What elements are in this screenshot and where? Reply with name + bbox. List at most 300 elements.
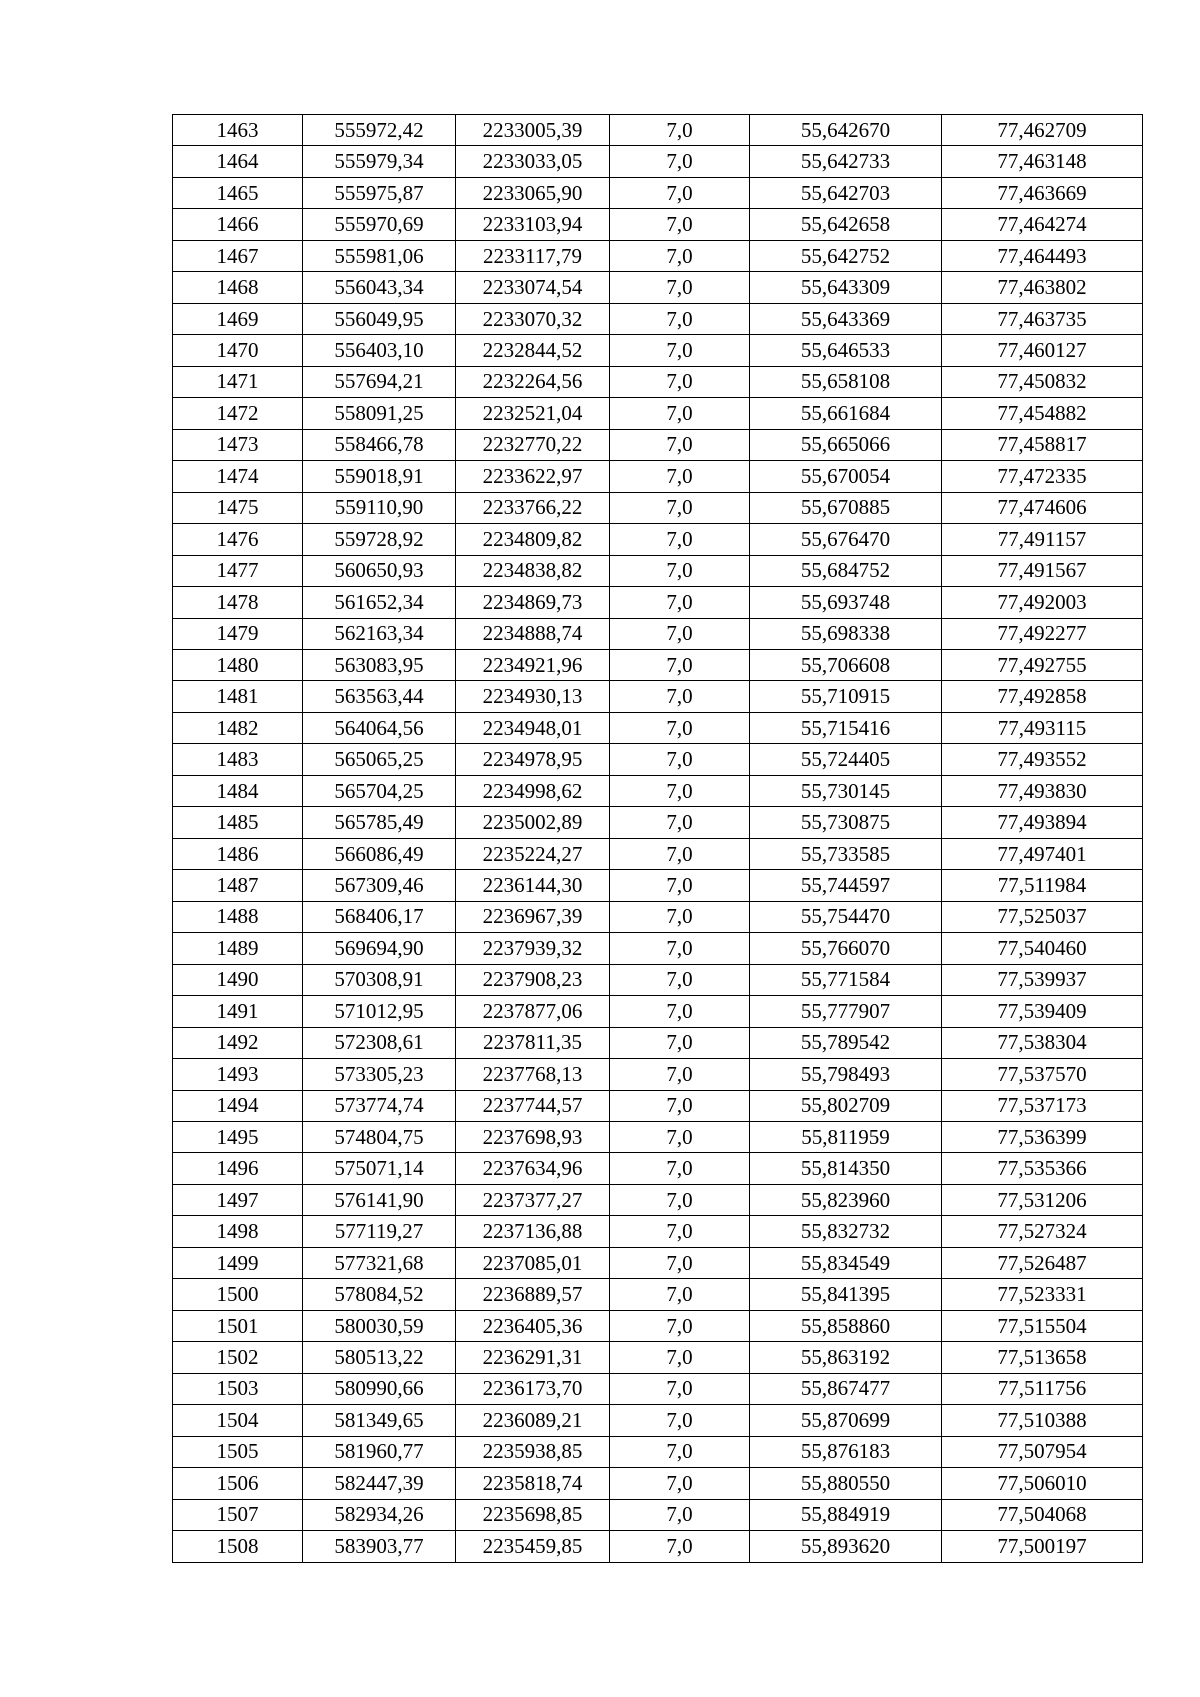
point-number-cell: 1469 bbox=[173, 303, 303, 334]
table-row bbox=[173, 1090, 1143, 1121]
longitude-cell: 77,526487 bbox=[942, 1247, 1143, 1278]
point-number-cell: 1492 bbox=[173, 1027, 303, 1058]
x-coordinate-cell: 561652,34 bbox=[303, 587, 456, 618]
point-number-cell: 1507 bbox=[173, 1499, 303, 1530]
value-cell: 7,0 bbox=[610, 838, 750, 869]
x-coordinate-cell: 573305,23 bbox=[303, 1059, 456, 1090]
point-number-cell: 1465 bbox=[173, 177, 303, 208]
table-row bbox=[173, 649, 1143, 680]
table-row bbox=[173, 1531, 1143, 1562]
value-cell: 7,0 bbox=[610, 744, 750, 775]
table-row bbox=[173, 272, 1143, 303]
table-row bbox=[173, 555, 1143, 586]
y-coordinate-cell: 2237377,27 bbox=[456, 1184, 610, 1215]
x-coordinate-cell: 559110,90 bbox=[303, 492, 456, 523]
x-coordinate-cell: 566086,49 bbox=[303, 838, 456, 869]
latitude-cell: 55,823960 bbox=[750, 1184, 942, 1215]
value-cell: 7,0 bbox=[610, 587, 750, 618]
table-row bbox=[173, 838, 1143, 869]
longitude-cell: 77,515504 bbox=[942, 1310, 1143, 1341]
x-coordinate-cell: 580990,66 bbox=[303, 1373, 456, 1404]
point-number-cell: 1464 bbox=[173, 146, 303, 177]
x-coordinate-cell: 581960,77 bbox=[303, 1436, 456, 1467]
longitude-cell: 77,493552 bbox=[942, 744, 1143, 775]
x-coordinate-cell: 565785,49 bbox=[303, 807, 456, 838]
x-coordinate-cell: 572308,61 bbox=[303, 1027, 456, 1058]
longitude-cell: 77,492003 bbox=[942, 587, 1143, 618]
x-coordinate-cell: 570308,91 bbox=[303, 964, 456, 995]
latitude-cell: 55,661684 bbox=[750, 398, 942, 429]
x-coordinate-cell: 559728,92 bbox=[303, 524, 456, 555]
y-coordinate-cell: 2236173,70 bbox=[456, 1373, 610, 1404]
x-coordinate-cell: 580030,59 bbox=[303, 1310, 456, 1341]
point-number-cell: 1486 bbox=[173, 838, 303, 869]
x-coordinate-cell: 576141,90 bbox=[303, 1184, 456, 1215]
value-cell: 7,0 bbox=[610, 115, 750, 146]
longitude-cell: 77,511756 bbox=[942, 1373, 1143, 1404]
y-coordinate-cell: 2236089,21 bbox=[456, 1405, 610, 1436]
latitude-cell: 55,832732 bbox=[750, 1216, 942, 1247]
longitude-cell: 77,538304 bbox=[942, 1027, 1143, 1058]
y-coordinate-cell: 2237634,96 bbox=[456, 1153, 610, 1184]
longitude-cell: 77,497401 bbox=[942, 838, 1143, 869]
longitude-cell: 77,463802 bbox=[942, 272, 1143, 303]
longitude-cell: 77,506010 bbox=[942, 1468, 1143, 1499]
table-row bbox=[173, 1468, 1143, 1499]
value-cell: 7,0 bbox=[610, 303, 750, 334]
y-coordinate-cell: 2233033,05 bbox=[456, 146, 610, 177]
y-coordinate-cell: 2234869,73 bbox=[456, 587, 610, 618]
value-cell: 7,0 bbox=[610, 681, 750, 712]
x-coordinate-cell: 582934,26 bbox=[303, 1499, 456, 1530]
x-coordinate-cell: 556049,95 bbox=[303, 303, 456, 334]
longitude-cell: 77,539937 bbox=[942, 964, 1143, 995]
x-coordinate-cell: 582447,39 bbox=[303, 1468, 456, 1499]
value-cell: 7,0 bbox=[610, 1216, 750, 1247]
latitude-cell: 55,766070 bbox=[750, 933, 942, 964]
point-number-cell: 1505 bbox=[173, 1436, 303, 1467]
value-cell: 7,0 bbox=[610, 1247, 750, 1278]
point-number-cell: 1476 bbox=[173, 524, 303, 555]
x-coordinate-cell: 581349,65 bbox=[303, 1405, 456, 1436]
longitude-cell: 77,531206 bbox=[942, 1184, 1143, 1215]
point-number-cell: 1478 bbox=[173, 587, 303, 618]
value-cell: 7,0 bbox=[610, 1373, 750, 1404]
point-number-cell: 1483 bbox=[173, 744, 303, 775]
longitude-cell: 77,463669 bbox=[942, 177, 1143, 208]
longitude-cell: 77,464493 bbox=[942, 240, 1143, 271]
value-cell: 7,0 bbox=[610, 1468, 750, 1499]
table-row bbox=[173, 209, 1143, 240]
latitude-cell: 55,754470 bbox=[750, 901, 942, 932]
point-number-cell: 1472 bbox=[173, 398, 303, 429]
y-coordinate-cell: 2237908,23 bbox=[456, 964, 610, 995]
value-cell: 7,0 bbox=[610, 1531, 750, 1562]
longitude-cell: 77,523331 bbox=[942, 1279, 1143, 1310]
latitude-cell: 55,642703 bbox=[750, 177, 942, 208]
longitude-cell: 77,536399 bbox=[942, 1122, 1143, 1153]
x-coordinate-cell: 573774,74 bbox=[303, 1090, 456, 1121]
value-cell: 7,0 bbox=[610, 807, 750, 838]
value-cell: 7,0 bbox=[610, 524, 750, 555]
y-coordinate-cell: 2232844,52 bbox=[456, 335, 610, 366]
value-cell: 7,0 bbox=[610, 901, 750, 932]
point-number-cell: 1473 bbox=[173, 429, 303, 460]
latitude-cell: 55,730875 bbox=[750, 807, 942, 838]
latitude-cell: 55,706608 bbox=[750, 649, 942, 680]
longitude-cell: 77,474606 bbox=[942, 492, 1143, 523]
value-cell: 7,0 bbox=[610, 1279, 750, 1310]
point-number-cell: 1494 bbox=[173, 1090, 303, 1121]
longitude-cell: 77,540460 bbox=[942, 933, 1143, 964]
longitude-cell: 77,492755 bbox=[942, 649, 1143, 680]
latitude-cell: 55,867477 bbox=[750, 1373, 942, 1404]
y-coordinate-cell: 2233070,32 bbox=[456, 303, 610, 334]
latitude-cell: 55,646533 bbox=[750, 335, 942, 366]
point-number-cell: 1485 bbox=[173, 807, 303, 838]
latitude-cell: 55,698338 bbox=[750, 618, 942, 649]
point-number-cell: 1499 bbox=[173, 1247, 303, 1278]
longitude-cell: 77,492277 bbox=[942, 618, 1143, 649]
latitude-cell: 55,715416 bbox=[750, 712, 942, 743]
x-coordinate-cell: 555981,06 bbox=[303, 240, 456, 271]
point-number-cell: 1470 bbox=[173, 335, 303, 366]
value-cell: 7,0 bbox=[610, 146, 750, 177]
y-coordinate-cell: 2236967,39 bbox=[456, 901, 610, 932]
y-coordinate-cell: 2233766,22 bbox=[456, 492, 610, 523]
latitude-cell: 55,744597 bbox=[750, 870, 942, 901]
longitude-cell: 77,491567 bbox=[942, 555, 1143, 586]
latitude-cell: 55,777907 bbox=[750, 996, 942, 1027]
table-row bbox=[173, 366, 1143, 397]
latitude-cell: 55,884919 bbox=[750, 1499, 942, 1530]
coordinates-table-body bbox=[173, 115, 1143, 1563]
x-coordinate-cell: 577119,27 bbox=[303, 1216, 456, 1247]
value-cell: 7,0 bbox=[610, 1090, 750, 1121]
value-cell: 7,0 bbox=[610, 618, 750, 649]
table-row bbox=[173, 1499, 1143, 1530]
longitude-cell: 77,493830 bbox=[942, 775, 1143, 806]
point-number-cell: 1468 bbox=[173, 272, 303, 303]
y-coordinate-cell: 2233005,39 bbox=[456, 115, 610, 146]
table-row bbox=[173, 303, 1143, 334]
y-coordinate-cell: 2236144,30 bbox=[456, 870, 610, 901]
longitude-cell: 77,535366 bbox=[942, 1153, 1143, 1184]
y-coordinate-cell: 2234998,62 bbox=[456, 775, 610, 806]
latitude-cell: 55,858860 bbox=[750, 1310, 942, 1341]
table-row bbox=[173, 146, 1143, 177]
table-row bbox=[173, 240, 1143, 271]
y-coordinate-cell: 2237811,35 bbox=[456, 1027, 610, 1058]
table-row bbox=[173, 1027, 1143, 1058]
value-cell: 7,0 bbox=[610, 240, 750, 271]
y-coordinate-cell: 2234978,95 bbox=[456, 744, 610, 775]
x-coordinate-cell: 555975,87 bbox=[303, 177, 456, 208]
x-coordinate-cell: 578084,52 bbox=[303, 1279, 456, 1310]
point-number-cell: 1475 bbox=[173, 492, 303, 523]
latitude-cell: 55,684752 bbox=[750, 555, 942, 586]
y-coordinate-cell: 2235224,27 bbox=[456, 838, 610, 869]
table-row bbox=[173, 712, 1143, 743]
longitude-cell: 77,491157 bbox=[942, 524, 1143, 555]
point-number-cell: 1502 bbox=[173, 1342, 303, 1373]
latitude-cell: 55,670054 bbox=[750, 461, 942, 492]
value-cell: 7,0 bbox=[610, 1342, 750, 1373]
longitude-cell: 77,492858 bbox=[942, 681, 1143, 712]
latitude-cell: 55,676470 bbox=[750, 524, 942, 555]
longitude-cell: 77,500197 bbox=[942, 1531, 1143, 1562]
longitude-cell: 77,493115 bbox=[942, 712, 1143, 743]
latitude-cell: 55,811959 bbox=[750, 1122, 942, 1153]
value-cell: 7,0 bbox=[610, 775, 750, 806]
y-coordinate-cell: 2237698,93 bbox=[456, 1122, 610, 1153]
latitude-cell: 55,642733 bbox=[750, 146, 942, 177]
table-row bbox=[173, 115, 1143, 146]
point-number-cell: 1466 bbox=[173, 209, 303, 240]
latitude-cell: 55,876183 bbox=[750, 1436, 942, 1467]
y-coordinate-cell: 2235818,74 bbox=[456, 1468, 610, 1499]
longitude-cell: 77,462709 bbox=[942, 115, 1143, 146]
longitude-cell: 77,460127 bbox=[942, 335, 1143, 366]
x-coordinate-cell: 580513,22 bbox=[303, 1342, 456, 1373]
value-cell: 7,0 bbox=[610, 1122, 750, 1153]
latitude-cell: 55,658108 bbox=[750, 366, 942, 397]
point-number-cell: 1488 bbox=[173, 901, 303, 932]
value-cell: 7,0 bbox=[610, 1436, 750, 1467]
y-coordinate-cell: 2237939,32 bbox=[456, 933, 610, 964]
y-coordinate-cell: 2235002,89 bbox=[456, 807, 610, 838]
y-coordinate-cell: 2234809,82 bbox=[456, 524, 610, 555]
value-cell: 7,0 bbox=[610, 1499, 750, 1530]
table-row bbox=[173, 618, 1143, 649]
y-coordinate-cell: 2235459,85 bbox=[456, 1531, 610, 1562]
x-coordinate-cell: 555972,42 bbox=[303, 115, 456, 146]
longitude-cell: 77,537570 bbox=[942, 1059, 1143, 1090]
latitude-cell: 55,789542 bbox=[750, 1027, 942, 1058]
y-coordinate-cell: 2237877,06 bbox=[456, 996, 610, 1027]
value-cell: 7,0 bbox=[610, 870, 750, 901]
y-coordinate-cell: 2233074,54 bbox=[456, 272, 610, 303]
longitude-cell: 77,493894 bbox=[942, 807, 1143, 838]
table-row bbox=[173, 335, 1143, 366]
y-coordinate-cell: 2236291,31 bbox=[456, 1342, 610, 1373]
latitude-cell: 55,733585 bbox=[750, 838, 942, 869]
y-coordinate-cell: 2233622,97 bbox=[456, 461, 610, 492]
longitude-cell: 77,504068 bbox=[942, 1499, 1143, 1530]
longitude-cell: 77,537173 bbox=[942, 1090, 1143, 1121]
longitude-cell: 77,463148 bbox=[942, 146, 1143, 177]
point-number-cell: 1489 bbox=[173, 933, 303, 964]
x-coordinate-cell: 583903,77 bbox=[303, 1531, 456, 1562]
x-coordinate-cell: 555970,69 bbox=[303, 209, 456, 240]
latitude-cell: 55,693748 bbox=[750, 587, 942, 618]
latitude-cell: 55,798493 bbox=[750, 1059, 942, 1090]
point-number-cell: 1500 bbox=[173, 1279, 303, 1310]
value-cell: 7,0 bbox=[610, 1027, 750, 1058]
x-coordinate-cell: 558466,78 bbox=[303, 429, 456, 460]
point-number-cell: 1498 bbox=[173, 1216, 303, 1247]
longitude-cell: 77,450832 bbox=[942, 366, 1143, 397]
y-coordinate-cell: 2234921,96 bbox=[456, 649, 610, 680]
latitude-cell: 55,642658 bbox=[750, 209, 942, 240]
latitude-cell: 55,643369 bbox=[750, 303, 942, 334]
table-row bbox=[173, 429, 1143, 460]
y-coordinate-cell: 2234930,13 bbox=[456, 681, 610, 712]
value-cell: 7,0 bbox=[610, 398, 750, 429]
longitude-cell: 77,507954 bbox=[942, 1436, 1143, 1467]
latitude-cell: 55,724405 bbox=[750, 744, 942, 775]
value-cell: 7,0 bbox=[610, 335, 750, 366]
latitude-cell: 55,814350 bbox=[750, 1153, 942, 1184]
point-number-cell: 1481 bbox=[173, 681, 303, 712]
latitude-cell: 55,643309 bbox=[750, 272, 942, 303]
value-cell: 7,0 bbox=[610, 964, 750, 995]
value-cell: 7,0 bbox=[610, 712, 750, 743]
longitude-cell: 77,454882 bbox=[942, 398, 1143, 429]
latitude-cell: 55,893620 bbox=[750, 1531, 942, 1562]
y-coordinate-cell: 2233117,79 bbox=[456, 240, 610, 271]
x-coordinate-cell: 563083,95 bbox=[303, 649, 456, 680]
y-coordinate-cell: 2237744,57 bbox=[456, 1090, 610, 1121]
x-coordinate-cell: 555979,34 bbox=[303, 146, 456, 177]
x-coordinate-cell: 565704,25 bbox=[303, 775, 456, 806]
point-number-cell: 1503 bbox=[173, 1373, 303, 1404]
x-coordinate-cell: 560650,93 bbox=[303, 555, 456, 586]
point-number-cell: 1480 bbox=[173, 649, 303, 680]
point-number-cell: 1491 bbox=[173, 996, 303, 1027]
latitude-cell: 55,834549 bbox=[750, 1247, 942, 1278]
table-row bbox=[173, 933, 1143, 964]
latitude-cell: 55,670885 bbox=[750, 492, 942, 523]
point-number-cell: 1495 bbox=[173, 1122, 303, 1153]
table-row bbox=[173, 807, 1143, 838]
longitude-cell: 77,511984 bbox=[942, 870, 1143, 901]
latitude-cell: 55,870699 bbox=[750, 1405, 942, 1436]
table-row bbox=[173, 1405, 1143, 1436]
x-coordinate-cell: 558091,25 bbox=[303, 398, 456, 429]
x-coordinate-cell: 562163,34 bbox=[303, 618, 456, 649]
value-cell: 7,0 bbox=[610, 933, 750, 964]
longitude-cell: 77,458817 bbox=[942, 429, 1143, 460]
y-coordinate-cell: 2237136,88 bbox=[456, 1216, 610, 1247]
point-number-cell: 1504 bbox=[173, 1405, 303, 1436]
x-coordinate-cell: 556043,34 bbox=[303, 272, 456, 303]
value-cell: 7,0 bbox=[610, 492, 750, 523]
point-number-cell: 1493 bbox=[173, 1059, 303, 1090]
x-coordinate-cell: 564064,56 bbox=[303, 712, 456, 743]
point-number-cell: 1506 bbox=[173, 1468, 303, 1499]
value-cell: 7,0 bbox=[610, 1059, 750, 1090]
latitude-cell: 55,802709 bbox=[750, 1090, 942, 1121]
longitude-cell: 77,527324 bbox=[942, 1216, 1143, 1247]
latitude-cell: 55,771584 bbox=[750, 964, 942, 995]
latitude-cell: 55,642670 bbox=[750, 115, 942, 146]
value-cell: 7,0 bbox=[610, 649, 750, 680]
table-row bbox=[173, 996, 1143, 1027]
point-number-cell: 1463 bbox=[173, 115, 303, 146]
table-row bbox=[173, 1184, 1143, 1215]
table-row bbox=[173, 177, 1143, 208]
y-coordinate-cell: 2237085,01 bbox=[456, 1247, 610, 1278]
x-coordinate-cell: 567309,46 bbox=[303, 870, 456, 901]
longitude-cell: 77,525037 bbox=[942, 901, 1143, 932]
table-row bbox=[173, 870, 1143, 901]
value-cell: 7,0 bbox=[610, 1184, 750, 1215]
value-cell: 7,0 bbox=[610, 461, 750, 492]
latitude-cell: 55,880550 bbox=[750, 1468, 942, 1499]
latitude-cell: 55,710915 bbox=[750, 681, 942, 712]
table-row bbox=[173, 1122, 1143, 1153]
longitude-cell: 77,472335 bbox=[942, 461, 1143, 492]
table-row bbox=[173, 744, 1143, 775]
point-number-cell: 1490 bbox=[173, 964, 303, 995]
table-row bbox=[173, 492, 1143, 523]
point-number-cell: 1496 bbox=[173, 1153, 303, 1184]
value-cell: 7,0 bbox=[610, 555, 750, 586]
value-cell: 7,0 bbox=[610, 272, 750, 303]
x-coordinate-cell: 571012,95 bbox=[303, 996, 456, 1027]
x-coordinate-cell: 568406,17 bbox=[303, 901, 456, 932]
point-number-cell: 1508 bbox=[173, 1531, 303, 1562]
table-row bbox=[173, 901, 1143, 932]
table-row bbox=[173, 1342, 1143, 1373]
latitude-cell: 55,642752 bbox=[750, 240, 942, 271]
point-number-cell: 1474 bbox=[173, 461, 303, 492]
y-coordinate-cell: 2236889,57 bbox=[456, 1279, 610, 1310]
point-number-cell: 1467 bbox=[173, 240, 303, 271]
y-coordinate-cell: 2234948,01 bbox=[456, 712, 610, 743]
table-row bbox=[173, 1279, 1143, 1310]
table-row bbox=[173, 1216, 1143, 1247]
value-cell: 7,0 bbox=[610, 429, 750, 460]
latitude-cell: 55,730145 bbox=[750, 775, 942, 806]
value-cell: 7,0 bbox=[610, 996, 750, 1027]
table-row bbox=[173, 587, 1143, 618]
point-number-cell: 1471 bbox=[173, 366, 303, 397]
y-coordinate-cell: 2234888,74 bbox=[456, 618, 610, 649]
value-cell: 7,0 bbox=[610, 366, 750, 397]
point-number-cell: 1487 bbox=[173, 870, 303, 901]
latitude-cell: 55,863192 bbox=[750, 1342, 942, 1373]
table-row bbox=[173, 1247, 1143, 1278]
table-row bbox=[173, 1153, 1143, 1184]
point-number-cell: 1501 bbox=[173, 1310, 303, 1341]
longitude-cell: 77,464274 bbox=[942, 209, 1143, 240]
value-cell: 7,0 bbox=[610, 209, 750, 240]
y-coordinate-cell: 2232264,56 bbox=[456, 366, 610, 397]
y-coordinate-cell: 2233065,90 bbox=[456, 177, 610, 208]
point-number-cell: 1477 bbox=[173, 555, 303, 586]
x-coordinate-cell: 565065,25 bbox=[303, 744, 456, 775]
y-coordinate-cell: 2234838,82 bbox=[456, 555, 610, 586]
value-cell: 7,0 bbox=[610, 1405, 750, 1436]
x-coordinate-cell: 575071,14 bbox=[303, 1153, 456, 1184]
y-coordinate-cell: 2235698,85 bbox=[456, 1499, 610, 1530]
latitude-cell: 55,665066 bbox=[750, 429, 942, 460]
table-row bbox=[173, 775, 1143, 806]
point-number-cell: 1479 bbox=[173, 618, 303, 649]
table-row bbox=[173, 524, 1143, 555]
table-row bbox=[173, 1310, 1143, 1341]
table-row bbox=[173, 681, 1143, 712]
x-coordinate-cell: 559018,91 bbox=[303, 461, 456, 492]
table-row bbox=[173, 1059, 1143, 1090]
point-number-cell: 1484 bbox=[173, 775, 303, 806]
table-row bbox=[173, 1373, 1143, 1404]
y-coordinate-cell: 2232521,04 bbox=[456, 398, 610, 429]
x-coordinate-cell: 563563,44 bbox=[303, 681, 456, 712]
longitude-cell: 77,513658 bbox=[942, 1342, 1143, 1373]
